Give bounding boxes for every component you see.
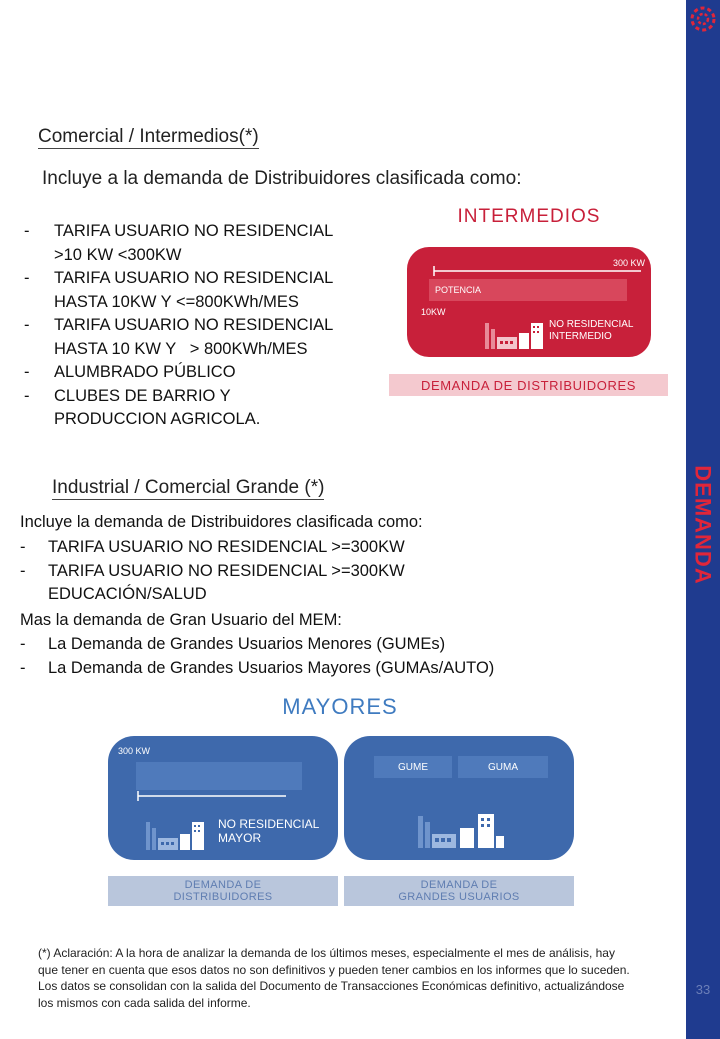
comercial-intro: Incluye a la demanda de Distribuidores clasificada como: <box>42 168 522 189</box>
category-label-line2: MAYOR <box>218 831 262 845</box>
industrial-intro: Incluye la demanda de Distribuidores clasificada como: <box>20 513 423 531</box>
factory-icon <box>416 808 506 850</box>
mayores-band-grandes-usuarios: DEMANDA DE GRANDES USUARIOS <box>344 876 574 906</box>
category-label-line1: NO RESIDENCIAL <box>218 817 320 831</box>
industrial-tariff-list <box>18 536 538 607</box>
scale-min-label: 10KW <box>421 307 446 317</box>
footnote: (*) Aclaración: A la hora de analizar la demanda de los últimos meses, especialmente el mes de análisis, hay que tener en cuenta que esos datos no son definitivos y pueden tener cambios en los informes que lo suceden. Los datos se consolidan con la salida del Documento de Transacciones Económicas definitivo, actualizándose los mismos con cada salida del informe. <box>38 946 630 1010</box>
scale-label: 300 KW <box>118 746 151 756</box>
scale-max-label: 300 KW <box>613 258 646 268</box>
right-sidebar <box>686 0 720 1039</box>
guma-tab: GUMA <box>488 762 518 773</box>
page-number: 33 <box>695 982 711 997</box>
intermedios-card <box>407 247 651 357</box>
intermedios-demand-band: DEMANDA DE DISTRIBUIDORES <box>389 374 668 396</box>
list-item: - ALUMBRADO PÚBLICO <box>20 361 390 385</box>
comercial-tariff-list <box>20 220 390 432</box>
list-item: - TARIFA USUARIO NO RESIDENCIAL >=300KW <box>18 536 538 560</box>
mem-list <box>18 633 638 680</box>
intermedios-title: INTERMEDIOS <box>457 206 601 227</box>
mayores-title: MAYORES <box>282 694 398 719</box>
sidebar-section-label: DEMANDA <box>691 465 717 585</box>
industrial-heading: Industrial / Comercial Grande (*) <box>52 477 325 498</box>
list-item: - TARIFA USUARIO NO RESIDENCIAL >10 KW <300KW <box>20 220 390 267</box>
list-item: - TARIFA USUARIO NO RESIDENCIAL HASTA 10KW Y <=800KWh/MES <box>20 267 390 314</box>
power-bar-label: POTENCIA <box>435 285 482 295</box>
list-item: - TARIFA USUARIO NO RESIDENCIAL HASTA 10 KW Y > 800KWh/MES <box>20 314 390 361</box>
brand-logo-icon <box>688 4 718 34</box>
list-item: - La Demanda de Grandes Usuarios Mayores (GUMAs/AUTO) <box>18 657 638 681</box>
list-item: - TARIFA USUARIO NO RESIDENCIAL >=300KW EDUCACIÓN/SALUD <box>18 560 538 607</box>
factory-icon <box>483 315 547 351</box>
mem-intro: Mas la demanda de Gran Usuario del MEM: <box>20 611 342 629</box>
gume-tab: GUME <box>398 762 428 773</box>
category-label-line2: INTERMEDIO <box>549 331 612 342</box>
category-label-line1: NO RESIDENCIAL <box>549 319 634 330</box>
mayores-distribuidores-card <box>108 736 338 860</box>
mayores-grandes-usuarios-card <box>344 736 574 860</box>
comercial-heading: Comercial / Intermedios(*) <box>38 126 259 147</box>
mayores-band-distribuidores: DEMANDA DE DISTRIBUIDORES <box>108 876 338 906</box>
list-item: - CLUBES DE BARRIO Y PRODUCCION AGRICOLA. <box>20 385 390 432</box>
factory-icon <box>144 814 210 852</box>
list-item: - La Demanda de Grandes Usuarios Menores (GUMEs) <box>18 633 638 657</box>
